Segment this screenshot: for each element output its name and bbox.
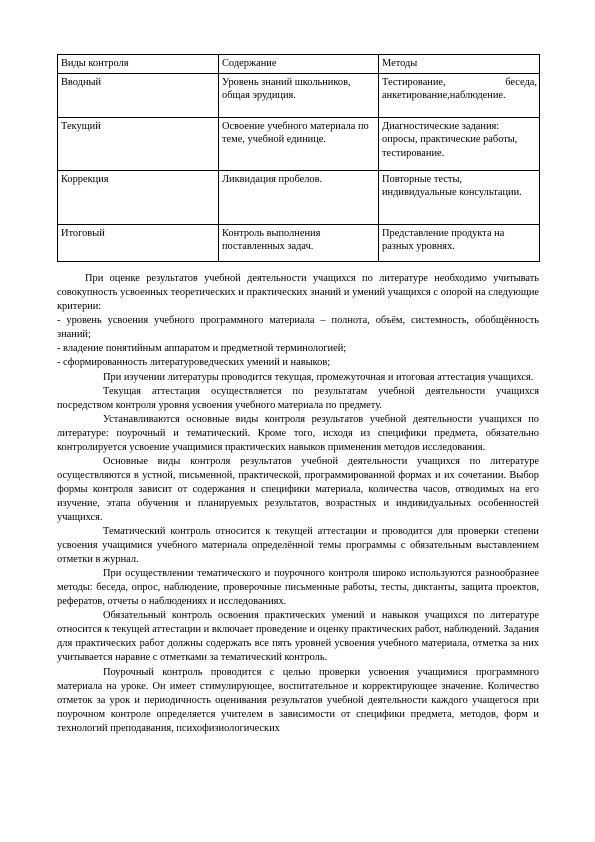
table-row — [58, 171, 540, 225]
paragraph: При осуществлении тематического и поурочного контроля широко используются разнообразнее методы: беседа, опрос, наблюдение, проверочные письменные работы, тесты, диктанты, защита проектов, рефератов, отчеты о наблюдениях и исследованиях. — [57, 568, 539, 608]
table-header-cell: Методы — [379, 55, 540, 74]
table-cell-type: Коррекция — [58, 171, 219, 225]
table-cell-type: Итоговый — [58, 225, 219, 262]
body-text — [57, 272, 539, 736]
table-cell-type: Текущий — [58, 118, 219, 171]
table-row — [58, 225, 540, 262]
table-cell-type: Вводный — [58, 74, 219, 118]
criteria-item: - сформированность литературоведческих умений и навыков; — [57, 357, 331, 369]
table-cell-methods — [379, 74, 540, 118]
document-page — [57, 54, 539, 736]
table-row — [58, 74, 540, 118]
table-cell-methods: Диагностические задания: опросы, практические работы, тестирование. — [379, 118, 540, 171]
paragraph: Тематический контроль относится к текущей аттестации и проводится для проверки степени усвоения учащимися учебного материала определённой темы программы с обязательным выставлением отметки в журнал. — [57, 526, 539, 566]
table-header-cell: Содержание — [219, 55, 379, 74]
table-cell-content: Контроль выполнения поставленных задач. — [219, 225, 379, 262]
paragraph: Устанавливаются основные виды контроля результатов учебной деятельности учащихся по литературе: поурочный и тематический. Кроме того, исходя из специфики предмета, обязательно контролируется усвоение учащимися практических навыков применения методов исследования. — [57, 413, 539, 453]
paragraph: При изучении литературы проводится текущая, промежуточная и итоговая аттестация учащихся. — [103, 371, 534, 383]
table-cell-methods: Представление продукта на разных уровнях. — [379, 225, 540, 262]
paragraph: Основные виды контроля результатов учебной деятельности учащихся по литературе осуществляются в устной, письменной, практической, программированной формах и их сочетании. Выбор формы контроля зависит от содержания и специфики материала, количества часов, отводимых на его изучение, этапа обучения и планируемых результатов, возрастных и индивидуальных особенностей учащихся. — [57, 455, 539, 523]
paragraph: Обязательный контроль освоения практических умений и навыков учащихся по литературе относится к текущей аттестации и включает проведение и оценку практических работ, наблюдений. Задания для практических работ должны содержать все пять уровней усвоения учебного материала, отметка за них учитывается наравне с отметками за тематический контроль. — [57, 610, 539, 664]
table-cell-methods: Повторные тесты, индивидуальные консультации. — [379, 171, 540, 225]
table-cell-content: Уровень знаний школьников, общая эрудиция. — [219, 74, 379, 118]
paragraph: Поурочный контроль проводится с целью проверки усвоения учащимися программного материала на уроке. Он имеет стимулирующее, воспитательное и корректирующее значение. Количество отметок за урок и периодичность оценивания результатов учебной деятельности каждого учащегося при поурочном контроле определяется учителем в зависимости от специфики предмета, методов, форм и технологий преподавания, психофизиологических — [57, 666, 539, 734]
criteria-item: - уровень усвоения учебного программного материала – полнота, объём, системность, обобщённость знаний; — [57, 315, 539, 341]
methods-line: Тестирование, беседа, — [382, 77, 537, 89]
control-types-table — [57, 54, 540, 262]
paragraph: Текущая аттестация осуществляется по результатам учебной деятельности учащихся посредством контроля уровня усвоения учебного материала по предмету. — [57, 385, 539, 411]
criteria-item: - владение понятийным аппаратом и предметной терминологией; — [57, 343, 347, 355]
table-header-cell: Виды контроля — [58, 55, 219, 74]
methods-line: анкетирование,наблюдение. — [382, 90, 506, 102]
table-row — [58, 118, 540, 171]
table-header-row — [58, 55, 540, 74]
paragraph: При оценке результатов учебной деятельности учащихся по литературе необходимо учитывать совокупность усвоенных теоретических и практических знаний и умений учащихся с опорой на следующие критерии: — [57, 273, 539, 313]
table-cell-content: Освоение учебного материала по теме, учебной единице. — [219, 118, 379, 171]
table-cell-content: Ликвидация пробелов. — [219, 171, 379, 225]
